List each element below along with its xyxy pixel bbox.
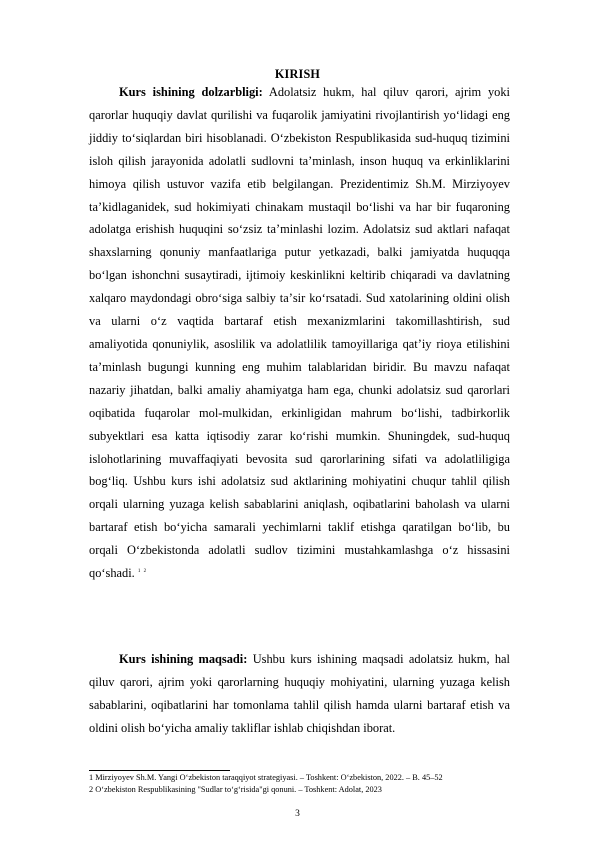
footnotes [89, 772, 510, 795]
footnote-1: 1 Mirziyoyev Sh.M. Yangi Oʻzbekiston taraqqiyot strategiyasi. – Toshkent: Oʻzbekiston, 2022. – B. 45–52 [89, 773, 443, 782]
purpose-label: Kurs ishining maqsadi: [119, 652, 248, 666]
footnote-references: 1 2 [137, 568, 148, 574]
page-number: 3 [295, 809, 300, 819]
relevance-text: Adolatsiz hukm, hal qiluv qarori, ajrim yoki qarorlar huquqiy davlat qurilishi va fuqarolik jamiyatini rivojlantirish yoʻlidagi eng jiddiy toʻsiqlardan biri hisoblanadi. Oʻzbekiston Respublikasida sud-huquq tizimini isloh qilish jarayonida adolatli sudlovni taʼminlash, inson huquq va erkinliklarini himoya qilish ustuvor vazifa etib belgilangan. Prezidentimiz Sh.M. Mirziyoyev taʼkidlaganidek, sud hokimiyati chinakam mustaqil boʻlishi va har bir fuqaroning adolatga erishish huquqini soʻzsiz taʼminlashi lozim. Adolatsiz sud aktlari nafaqat shaxslarning qonuniy manfaatlariga putur yetkazadi, balki jamiyatda huquqqa boʻlgan ishonchni susaytiradi, ijtimoiy keskinlikni keltirib chiqaradi va davlatning xalqaro maydondagi obroʻsiga salbiy taʼsir koʻrsatadi. Sud xatolarining oldini olish va ularni oʻz vaqtida bartaraf etish mexanizmlarini takomillashtirish, sud amaliyotida qonuniylik, asoslilik va adolatlilik tamoyillariga qatʼiy rioya etilishini taʼminlash bugungi kunning eng muhim talablaridan biridir. Bu mavzu nafaqat nazariy jihatdan, balki amaliy ahamiyatga ham ega, chunki adolatsiz sud qarorlari oqibatida fuqarolar mol-mulkidan, erkinligidan mahrum boʻlishi, tadbirkorlik subyektlari esa katta iqtisodiy zarar koʻrishi mumkin. Shuningdek, sud-huquq islohotlarining muvaffaqiyati bevosita sud qarorlarining sifati va adolatliligiga bogʻliq. Ushbu kurs ishi adolatsiz sud aktlarining mohiyatini chuqur tahlil qilish orqali ularning yuzaga kelish sabablarini aniqlash, oqibatlarini baholash va ularni bartaraf etish boʻyicha samarali yechimlarni taklif etishga qaratilgan boʻlib, bu orqali Oʻzbekistonda adolatli sudlov tizimini mustahkamlashga oʻz hissasini qoʻshadi. [89, 85, 510, 581]
footnote-divider [89, 770, 230, 771]
footnote-2: 2 Oʻzbekiston Respublikasining "Sudlar toʻgʻrisida"gi qonuni. – Toshkent: Adolat, 2023 [89, 784, 382, 794]
relevance-paragraph [89, 81, 510, 585]
purpose-paragraph [89, 648, 510, 740]
relevance-label: Kurs ishining dolzarbligi: [119, 85, 263, 99]
section-heading: KIRISH [274, 67, 321, 81]
purpose-text: Ushbu kurs ishining maqsadi adolatsiz hukm, hal qiluv qarori, ajrim yoki qarorlarning huquqiy mohiyatini, ularning yuzaga kelish sabablarini, oqibatlarini har tomonlama tahlil qilish hamda ularni bartaraf etish va oldini olish boʻyicha amaliy takliflar ishlab chiqishdan iborat. [89, 652, 510, 735]
